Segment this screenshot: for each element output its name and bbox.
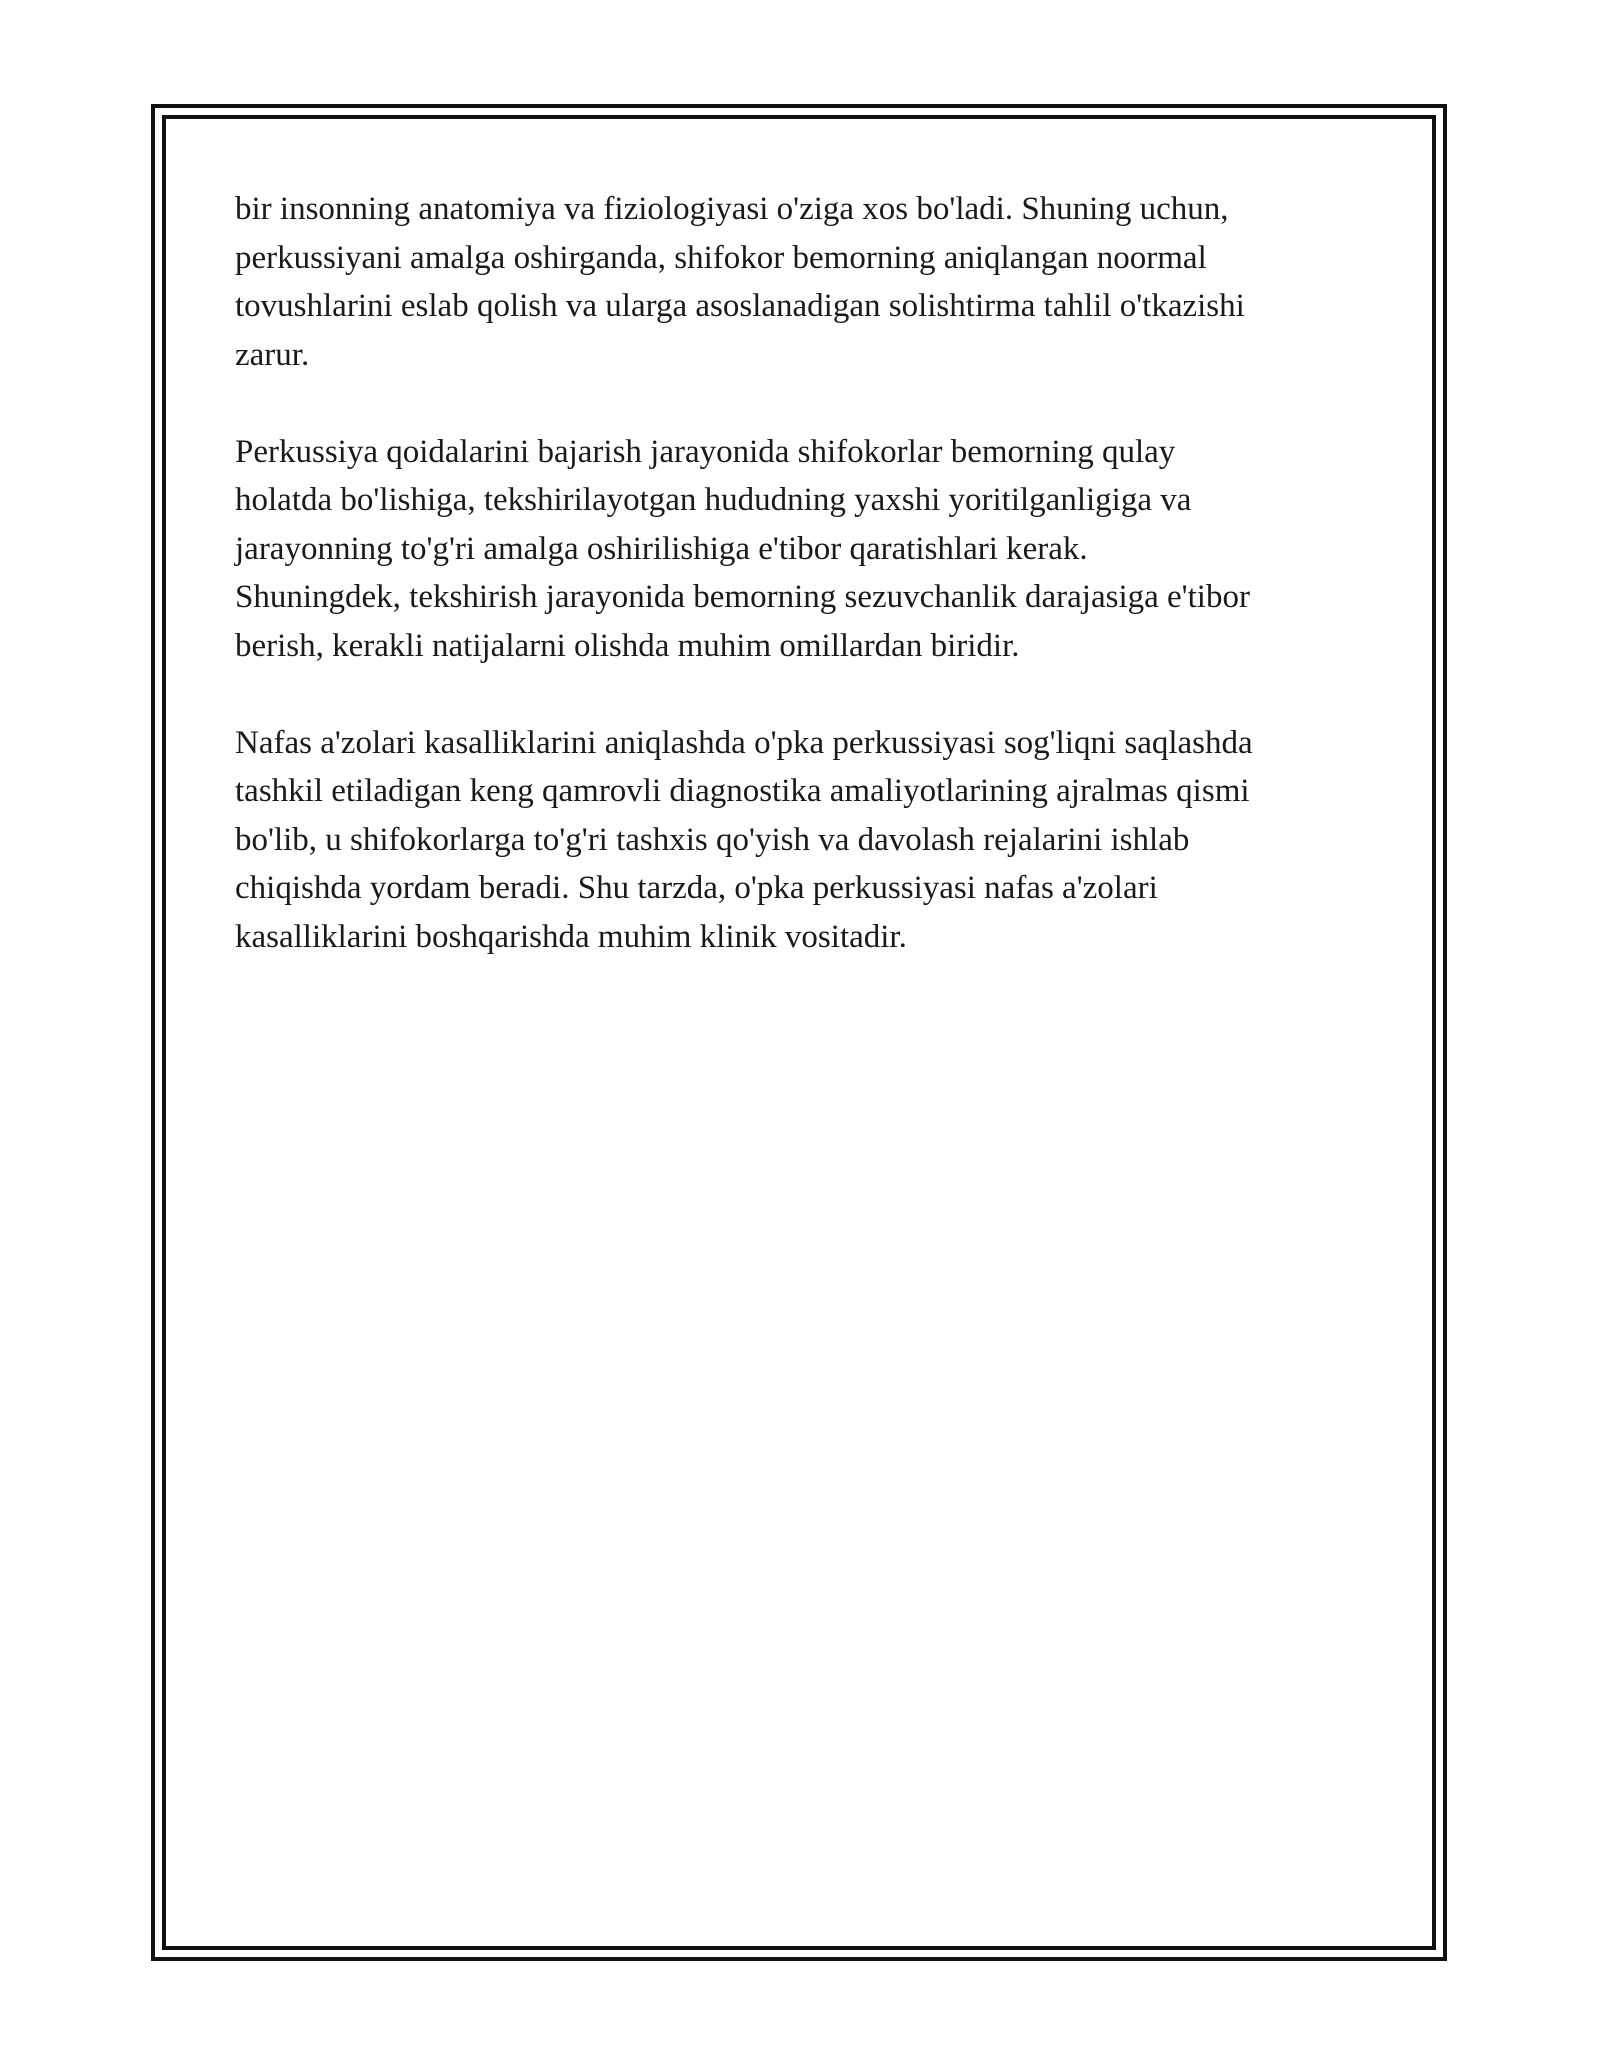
- paragraph-line: zarur.: [235, 336, 310, 373]
- paragraph-line: chiqishda yordam beradi. Shu tarzda, o'pka perkussiyasi nafas a'zolari: [235, 870, 1158, 906]
- paragraph-line: holatda bo'lishiga, tekshirilayotgan hududning yaxshi yoritilganligiga va: [235, 482, 1192, 518]
- paragraph-line: Shuningdek, tekshirish jarayonida bemorning sezuvchanlik darajasiga e'tibor: [235, 579, 1250, 615]
- paragraph-3: [235, 719, 1385, 962]
- paragraph-line: berish, kerakli natijalarni olishda muhim omillardan biridir.: [235, 627, 1020, 664]
- paragraph-1: [235, 185, 1385, 379]
- paragraph-line: kasalliklarini boshqarishda muhim klinik vositadir.: [235, 918, 907, 955]
- document-body: [235, 185, 1385, 1010]
- paragraph-line: tovushlarini eslab qolish va ularga asoslanadigan solishtirma tahlil o'tkazishi: [235, 288, 1245, 324]
- paragraph-line: perkussiyani amalga oshirganda, shifokor bemorning aniqlangan noormal: [235, 239, 1207, 276]
- paragraph-line: tashkil etiladigan keng qamrovli diagnostika amaliyotlarining ajralmas qismi: [235, 773, 1250, 809]
- paragraph-line: Perkussiya qoidalarini bajarish jarayonida shifokorlar bemorning qulay: [235, 433, 1176, 470]
- paragraph-line: bo'lib, u shifokorlarga to'g'ri tashxis qo'yish va davolash rejalarini ishlab: [235, 821, 1190, 858]
- paragraph-2: [235, 428, 1385, 671]
- paragraph-line: jarayonning to'g'ri amalga oshirilishiga e'tibor qaratishlari kerak.: [235, 530, 1088, 567]
- paragraph-line: Nafas a'zolari kasalliklarini aniqlashda o'pka perkussiyasi sog'liqni saqlashda: [235, 724, 1253, 761]
- paragraph-line: bir insonning anatomiya va fiziologiyasi o'ziga xos bo'ladi. Shuning uchun,: [235, 191, 1229, 227]
